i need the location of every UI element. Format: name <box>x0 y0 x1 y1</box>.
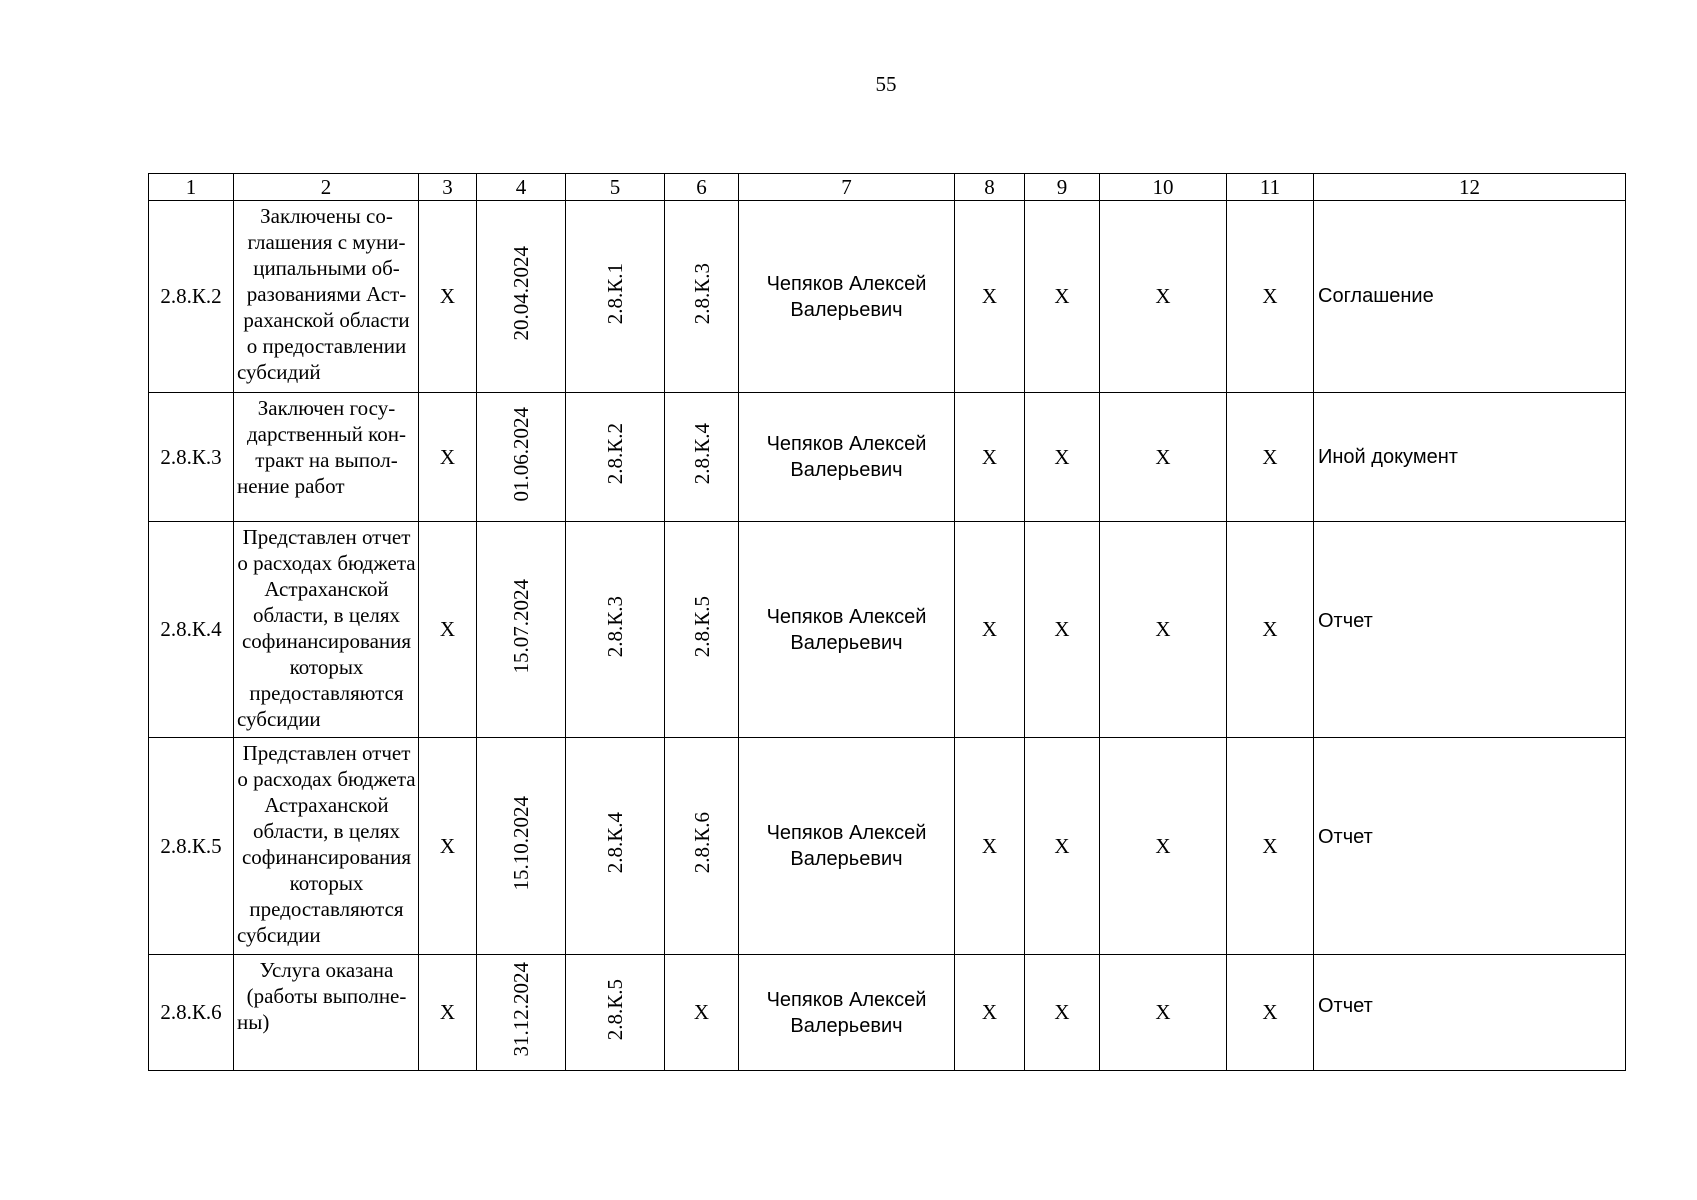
row-col11: X <box>1227 522 1314 738</box>
row-prev: 2.8.К.1 <box>603 262 627 325</box>
row-code: 2.8.К.5 <box>149 738 234 955</box>
row-col9: X <box>1025 393 1100 522</box>
row-col11: X <box>1227 201 1314 393</box>
row-date-cell <box>477 201 566 393</box>
row-description: Представлен отчет о расходах бюджета Астраханской области, в целях софинансирования которых предоставляются субсидии <box>234 738 419 955</box>
table-header-row <box>149 174 1626 201</box>
header-cell: 1 <box>149 174 234 201</box>
row-col8: X <box>955 738 1025 955</box>
row-next: 2.8.К.6 <box>689 812 714 874</box>
row-next: 2.8.К.5 <box>689 595 714 658</box>
header-cell: 2 <box>234 174 419 201</box>
header-cell: 4 <box>477 174 566 201</box>
row-prev: 2.8.К.4 <box>603 812 627 874</box>
row-col3: X <box>419 201 477 393</box>
row-responsible: Чепяков Алексей Валерьевич <box>739 738 955 955</box>
row-description: Заключен государственный контракт на выполнение работ <box>234 393 419 522</box>
row-code: 2.8.К.6 <box>149 955 234 1071</box>
row-date-cell <box>477 738 566 955</box>
row-col10: X <box>1100 393 1227 522</box>
page-number: 55 <box>875 72 897 96</box>
header-cell: 9 <box>1025 174 1100 201</box>
row-responsible: Чепяков Алексей Валерьевич <box>739 393 955 522</box>
row-date: 31.12.2024 <box>509 962 533 1057</box>
row-col8: X <box>955 955 1025 1071</box>
row-responsible: Чепяков Алексей Валерьевич <box>739 955 955 1071</box>
row-col11: X <box>1227 393 1314 522</box>
row-prev-cell <box>566 738 665 955</box>
table-row <box>149 393 1626 522</box>
table-row <box>149 738 1626 955</box>
header-cell: 5 <box>566 174 665 201</box>
header-cell: 10 <box>1100 174 1227 201</box>
row-responsible: Чепяков Алексей Валерьевич <box>739 201 955 393</box>
row-col11: X <box>1227 955 1314 1071</box>
row-col8: X <box>955 393 1025 522</box>
row-next-cell <box>665 201 739 393</box>
row-date-cell <box>477 393 566 522</box>
row-col10: X <box>1100 201 1227 393</box>
row-document-text: Отчет <box>1318 610 1373 632</box>
row-document-text: Отчет <box>1318 995 1373 1017</box>
row-prev-cell <box>566 955 665 1071</box>
row-date: 15.10.2024 <box>509 795 533 891</box>
row-date-cell <box>477 522 566 738</box>
row-code: 2.8.К.3 <box>149 393 234 522</box>
row-document: Иной документ <box>1314 393 1626 522</box>
row-prev: 2.8.К.2 <box>603 423 627 485</box>
row-col9: X <box>1025 738 1100 955</box>
row-prev: 2.8.К.5 <box>603 978 627 1041</box>
table-row <box>149 522 1626 738</box>
row-description: Представлен отчет о расходах бюджета Астраханской области, в целях софинансирования которых предоставляются субсидии <box>234 522 419 738</box>
row-col3: X <box>419 738 477 955</box>
table-row <box>149 201 1626 393</box>
row-document <box>1314 522 1626 738</box>
row-code: 2.8.К.2 <box>149 201 234 393</box>
row-col9: X <box>1025 955 1100 1071</box>
header-cell: 12 <box>1314 174 1626 201</box>
row-col3: X <box>419 393 477 522</box>
row-description: Услуга оказана (работы выполнены) <box>234 955 419 1071</box>
header-cell: 11 <box>1227 174 1314 201</box>
row-col9: X <box>1025 201 1100 393</box>
row-col10: X <box>1100 738 1227 955</box>
row-date: 20.04.2024 <box>509 246 533 341</box>
row-col9: X <box>1025 522 1100 738</box>
row-col10: X <box>1100 522 1227 738</box>
header-cell: 6 <box>665 174 739 201</box>
row-next-cell <box>665 522 739 738</box>
row-description: Заключены соглашения с муниципальными образованиями Астраханской области о предоставлении субсидий <box>234 201 419 393</box>
row-date: 15.07.2024 <box>509 579 533 674</box>
row-document-text: Отчет <box>1318 826 1373 848</box>
row-prev-cell <box>566 201 665 393</box>
header-cell: 3 <box>419 174 477 201</box>
row-document <box>1314 738 1626 955</box>
row-next-cell <box>665 738 739 955</box>
row-prev-cell <box>566 522 665 738</box>
header-cell: 7 <box>739 174 955 201</box>
row-col3: X <box>419 522 477 738</box>
row-col3: X <box>419 955 477 1071</box>
row-next: X <box>665 955 739 1071</box>
control-points-table <box>148 173 1626 1071</box>
row-document <box>1314 955 1626 1071</box>
header-cell: 8 <box>955 174 1025 201</box>
table-row <box>149 955 1626 1071</box>
row-document: Соглашение <box>1314 201 1626 393</box>
row-date: 01.06.2024 <box>509 406 533 502</box>
row-responsible: Чепяков Алексей Валерьевич <box>739 522 955 738</box>
row-prev: 2.8.К.3 <box>603 595 627 658</box>
row-next: 2.8.К.3 <box>689 262 714 325</box>
row-col8: X <box>955 201 1025 393</box>
row-col8: X <box>955 522 1025 738</box>
row-code: 2.8.К.4 <box>149 522 234 738</box>
row-date-cell <box>477 955 566 1071</box>
row-next-cell <box>665 393 739 522</box>
row-col10: X <box>1100 955 1227 1071</box>
row-prev-cell <box>566 393 665 522</box>
row-col11: X <box>1227 738 1314 955</box>
row-next: 2.8.К.4 <box>689 423 714 485</box>
